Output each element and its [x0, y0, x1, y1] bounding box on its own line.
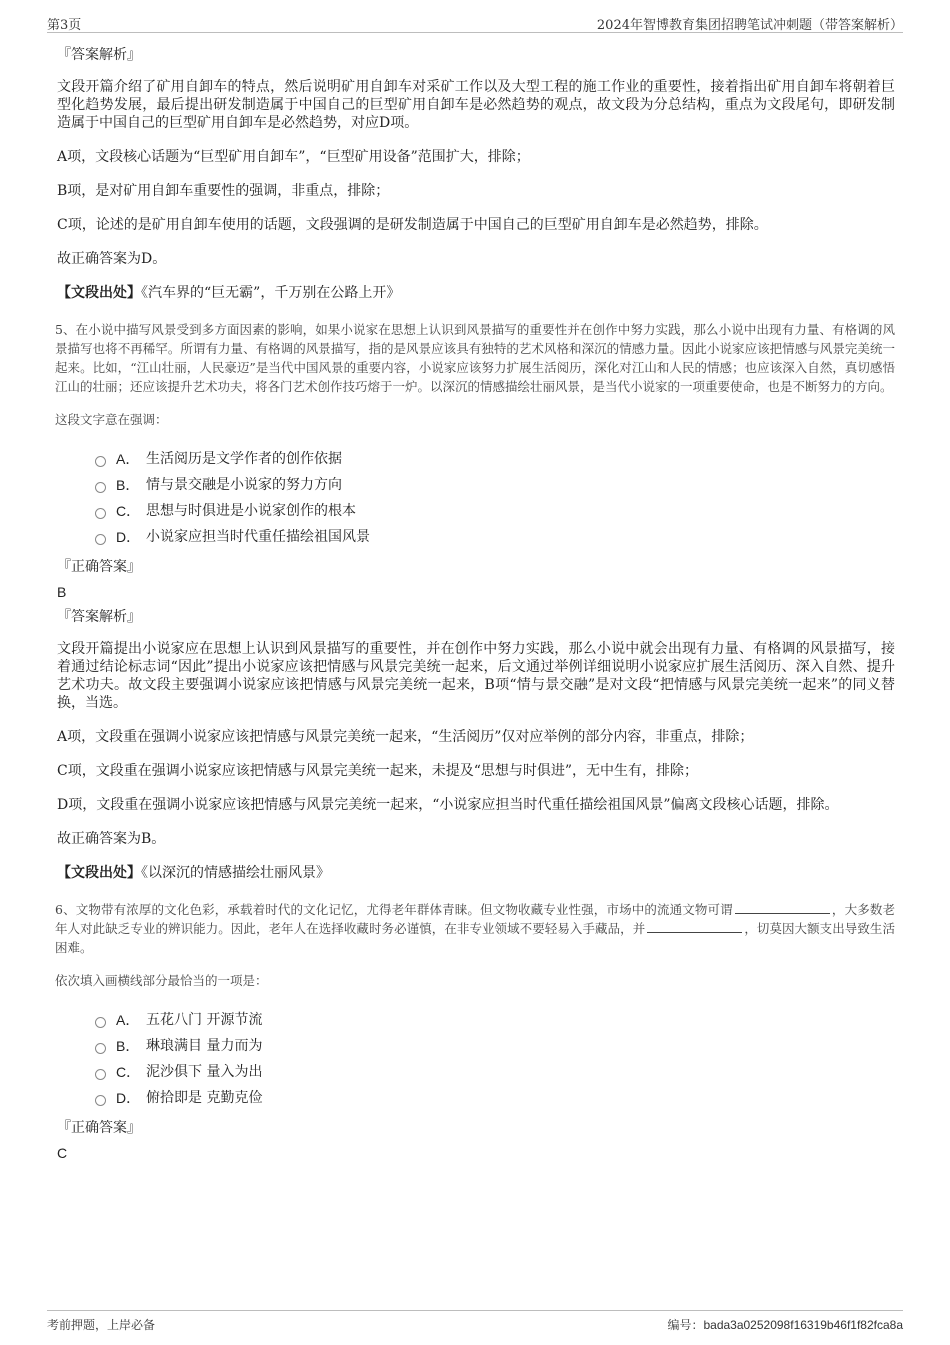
question-6-prompt: 依次填入画横线部分最恰当的一项是：: [55, 973, 268, 988]
option-text: 俯拾即是 克勤克俭: [146, 1090, 263, 1106]
option-c[interactable]: [95, 498, 895, 524]
footer-slogan: 考前押题，上岸必备: [47, 1318, 156, 1332]
blank-2: [647, 920, 742, 933]
answer-tag: 『正确答案』: [57, 559, 141, 575]
option-letter: D．: [116, 1090, 141, 1106]
source-line: [57, 284, 895, 302]
option-note-c: C项，文段重在强调小说家应该把情感与风景完美统一起来，未提及“思想与时俱进”，无中生有，排除；: [57, 763, 699, 779]
option-note-d: D项，文段重在强调小说家应该把情感与风景完美统一起来，“小说家应担当时代重任描绘祖国风景”偏离文段核心话题，排除。: [57, 797, 839, 813]
option-note-a: A项，文段重在强调小说家应该把情感与风景完美统一起来，“生活阅历”仅对应举例的部分内容，非重点，排除；: [57, 729, 754, 745]
question-6-options: [95, 1007, 895, 1111]
option-letter: B．: [116, 1038, 140, 1054]
radio-icon[interactable]: [95, 1017, 106, 1028]
radio-icon[interactable]: [95, 482, 106, 493]
option-note-c: C项，论述的是矿用自卸车使用的话题，文段强调的是研发制造属于中国自己的巨型矿用自卸车是必然趋势，排除。: [57, 217, 768, 233]
radio-icon[interactable]: [95, 534, 106, 545]
option-letter: D．: [116, 529, 141, 545]
page-header: [47, 10, 903, 33]
option-text: 思想与时俱进是小说家创作的根本: [146, 503, 356, 519]
answer-value: B: [57, 584, 67, 600]
source-title: 《以深沉的情感描绘壮丽风景》: [141, 865, 330, 881]
option-text: 泥沙俱下 量入为出: [146, 1064, 263, 1080]
source-label: 【文段出处】: [57, 285, 141, 301]
question-5-prompt: 这段文字意在强调：: [55, 412, 168, 427]
analysis-text: 文段开篇介绍了矿用自卸车的特点，然后说明矿用自卸车对采矿工作以及大型工程的施工作业的重要性，接着指出矿用自卸车将朝着巨型化趋势发展，最后提出研发制造属于中国自己的巨型矿用自卸车是必然趋势的观点，故文段为分总结构，重点为文段尾句，即研发制造属于中国自己的巨型矿用自卸车是必然趋势，对应D项。: [57, 79, 895, 131]
radio-icon[interactable]: [95, 508, 106, 519]
option-text: 琳琅满目 量力而为: [146, 1038, 263, 1054]
option-text: 生活阅历是文学作者的创作依据: [146, 451, 342, 467]
question-5-options: [95, 446, 895, 550]
option-d[interactable]: [95, 1085, 895, 1111]
option-letter: B．: [116, 477, 140, 493]
option-c[interactable]: [95, 1059, 895, 1085]
stem-part-1: 6、文物带有浓厚的文化色彩，承载着时代的文化记忆，尤得老年群体青睐。但文物收藏专业性强，市场中的流通文物可谓: [55, 902, 733, 917]
conclusion: 故正确答案为D。: [57, 251, 167, 267]
source-label: 【文段出处】: [57, 865, 141, 881]
document-code: [667, 1316, 903, 1333]
option-letter: A．: [116, 451, 140, 467]
page-content: [55, 44, 895, 1163]
option-a[interactable]: [95, 1007, 895, 1033]
radio-icon[interactable]: [95, 1069, 106, 1080]
option-text: 五花八门 开源节流: [146, 1012, 263, 1028]
option-b[interactable]: [95, 1033, 895, 1059]
answer-tag: 『正确答案』: [57, 1120, 141, 1136]
stem-part-2: ，大多数老年人对此缺乏专业的辨识能力。因此，老年人在选择收藏时务必谨慎，在非专业领域不要轻易入手藏品，并: [55, 902, 895, 936]
option-note-b: B项，是对矿用自卸车重要性的强调，非重点，排除；: [57, 183, 390, 199]
analysis-text: 文段开篇提出小说家应在思想上认识到风景描写的重要性，并在创作中努力实践，那么小说中就会出现有力量、有格调的风景描写，接着通过结论标志词“因此”提出小说家应该把情感与风景完美统一起来，后文通过举例详细说明小说家应扩展生活阅历、深入自然、提升艺术功夫。故文段主要强调小说家应该把情感与风景完美统一起来，B项“情与景交融”是对文段“把情感与风景完美统一起来”的同义替换，当选。: [57, 641, 895, 711]
question-6-stem: [55, 900, 895, 957]
option-letter: C．: [116, 1064, 141, 1080]
answer-value: C: [57, 1145, 68, 1161]
option-text: 小说家应担当时代重任描绘祖国风景: [146, 529, 370, 545]
conclusion: 故正确答案为B。: [57, 831, 166, 847]
analysis-tag: 『答案解析』: [57, 609, 141, 625]
code-value: bada3a0252098f16319b46f1f82fca8a: [703, 1318, 903, 1332]
question-5-stem: 5、在小说中描写风景受到多方面因素的影响，如果小说家在思想上认识到风景描写的重要性并在创作中努力实践，那么小说中出现有力量、有格调的风景描写也将不再稀罕。所谓有力量、有格调的风景描写，指的是风景应该具有独特的艺术风格和深沉的情感力量。因此小说家应该把情感与风景完美统一起来。比如，“江山壮丽，人民豪迈”是当代中国风景的重要内容，小说家应该努力扩展生活阅历，深化对江山和人民的情感；也应该深入自然，真切感悟江山的壮丽；还应该提升艺术功夫，将各门艺术创作技巧熔于一炉。以深沉的情感描绘壮丽风景，是当代小说家的一项重要使命，也是不断努力的方向。: [55, 322, 895, 394]
radio-icon[interactable]: [95, 456, 106, 467]
page-number: 第3页: [47, 18, 82, 33]
option-a[interactable]: [95, 446, 895, 472]
source-line: [57, 864, 895, 882]
option-b[interactable]: [95, 472, 895, 498]
radio-icon[interactable]: [95, 1043, 106, 1054]
analysis-tag: 『答案解析』: [57, 47, 141, 63]
radio-icon[interactable]: [95, 1095, 106, 1106]
source-title: 《汽车界的“巨无霸”，千万别在公路上开》: [141, 285, 401, 301]
option-text: 情与景交融是小说家的努力方向: [146, 477, 342, 493]
option-letter: C．: [116, 503, 141, 519]
stem-part-3: ，切莫因大额支出导致生活困难。: [55, 921, 895, 955]
option-note-a: A项，文段核心话题为“巨型矿用自卸车”，“巨型矿用设备”范围扩大，排除；: [57, 149, 530, 165]
document-title: 2024年智博教育集团招聘笔试冲刺题（带答案解析）: [596, 18, 903, 33]
option-d[interactable]: [95, 524, 895, 550]
page-footer: [47, 1310, 903, 1337]
code-label: 编号：: [667, 1318, 704, 1332]
blank-1: [735, 901, 830, 914]
option-letter: A．: [116, 1012, 140, 1028]
